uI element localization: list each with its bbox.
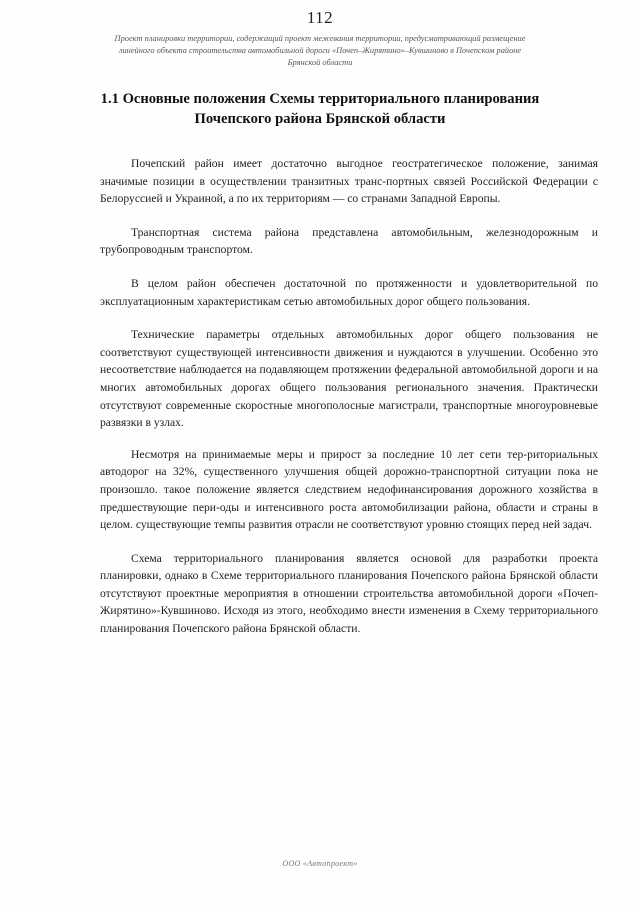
page-footer: ООО «Автопроект» [282,859,358,868]
page-number: 112 [306,8,334,27]
section-title: 1.1 Основные положения Схемы территориального планирования Почепского района Брянской области [100,91,540,127]
paragraph: Технические параметры отдельных автомобильных дорог общего пользования не соответствуют существующей интенсивности движения и нуждаются в улучшении. Особенно это несоответствие наблюдается на подавляющем протяжении федеральной автомобильной дороги и на многих автомобильных дорогах общего пользования регионального значения. Практически отсутствуют современные скоростные многополосные магистрали, транспортные многоуровневые развязки в узлах. [100,328,598,430]
body-text [100,155,598,654]
paragraph: Транспортная система района представлена автомобильным, железнодорожным и трубопроводным транспортом. [100,225,598,257]
paragraph: Почепский район имеет достаточно выгодное геостратегическое положение, занимая значимые позиции в осуществлении транзитных транс-портных связей Российской Федерации с Белоруссией и Украиной, а по их территориям — со странами Западной Европы. [100,157,598,206]
paragraph: В целом район обеспечен достаточной по протяженности и удовлетворительной по эксплуатационным характеристикам сетью автомобильных дорог общего пользования. [100,276,598,308]
paragraph: Схема территориального планирования является основой для разработки проекта планировки, однако в Схеме территориального планирования Почепского района Брянской области отсутствуют проектные мероприятия в отношении строительства автомобильной дороги «Почеп-Жирятино»-Кувшиново. Исходя из этого, необходимо внести изменения в Схему территориального планирования Почепского района Брянской области. [100,551,598,636]
running-header: Проект планировки территории, содержащий проект межевания территории, предусматривающий размещение линейного объекта строительства автомобильной дороги «Почеп–Жирятино»–Кувшиново в Почепском районе Брянской области [114,34,526,67]
paragraph: Несмотря на принимаемые меры и прирост за последние 10 лет сети тер-риториальных автодорог на 32%, существенного улучшения общей дорожно-транспортной ситуации пока не произошло. такое положение является следствием недофинансирования дорожного хозяйства в предшествующие пери-оды и интенсивного роста автомобилизации района, области и страны в целом. существующие темпы развития отрасли не соответствуют уровню стоящих перед ней задач. [100,447,598,532]
